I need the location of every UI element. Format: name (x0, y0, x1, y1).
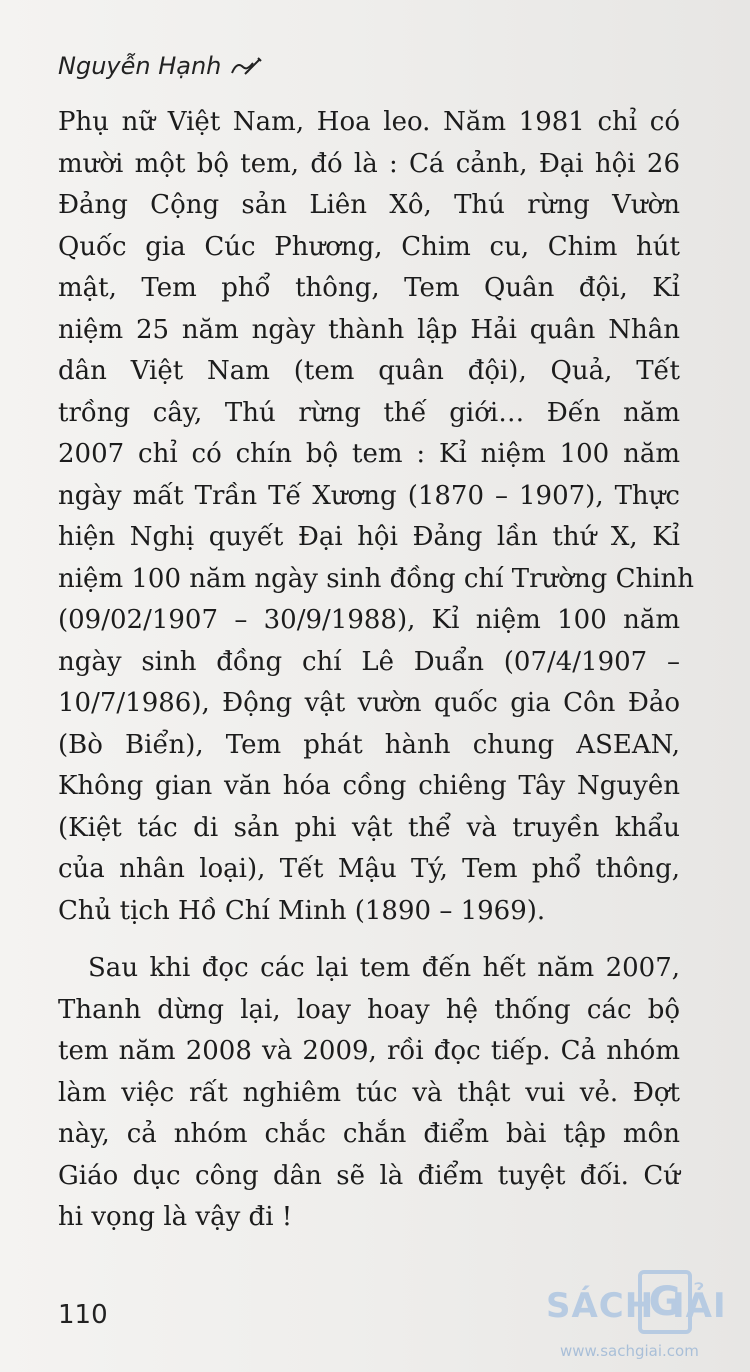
text-line: (09/02/1907 – 30/9/1988), Kỉ niệm 100 năm (58, 605, 680, 635)
text-line: ngày sinh đồng chí Lê Duẩn (07/4/1907 – (58, 646, 680, 677)
text-line: 2007 chỉ có chín bộ tem : Kỉ niệm 100 năm (58, 439, 680, 469)
author-name: Nguyễn Hạnh (58, 52, 222, 80)
text-line: hiện Nghị quyết Đại hội Đảng lần thứ X, Kỉ (58, 522, 680, 552)
paragraph-1 (58, 102, 695, 932)
text-line: niệm 25 năm ngày thành lập Hải quân Nhân (58, 314, 680, 345)
watermark-url: www.sachgiai.com (560, 1342, 699, 1360)
text-line: tem năm 2008 và 2009, rồi đọc tiếp. Cả nhóm (58, 1036, 680, 1066)
text-line: mười một bộ tem, đó là : Cá cảnh, Đại hội 26 (58, 148, 680, 179)
text-line: Phụ nữ Việt Nam, Hoa leo. Năm 1981 chỉ có (58, 107, 680, 137)
text-line: Quốc gia Cúc Phương, Chim cu, Chim hút (58, 231, 680, 262)
page-number: 110 (58, 1300, 108, 1330)
text-line: Giáo dục công dân sẽ là điểm tuyệt đối. Cứ (58, 1160, 680, 1191)
text-line: Sau khi đọc các lại tem đến hết năm 2007, (88, 953, 680, 983)
watermark-logo (538, 1268, 748, 1368)
running-header (58, 52, 263, 80)
text-line: trồng cây, Thú rừng thế giới… Đến năm (58, 397, 680, 428)
text-line: của nhân loại), Tết Mậu Tý, Tem phổ thông, (58, 854, 680, 884)
text-line: hi vọng là vậy đi ! (58, 1202, 293, 1232)
text-line: ngày mất Trần Tế Xương (1870 – 1907), Thực (58, 480, 680, 511)
pen-icon (229, 55, 263, 77)
paragraph-2 (58, 948, 680, 1239)
text-line: làm việc rất nghiêm túc và thật vui vẻ. Đợt (58, 1077, 680, 1108)
text-line: niệm 100 năm ngày sinh đồng chí Trường Chinh (58, 563, 695, 594)
text-line: Thanh dừng lại, loay hoay hệ thống các bộ (58, 994, 680, 1025)
text-line: mật, Tem phổ thông, Tem Quân đội, Kỉ (58, 273, 680, 303)
text-line: Không gian văn hóa cồng chiêng Tây Nguyên (58, 771, 680, 801)
watermark-brand-box: G (638, 1270, 692, 1334)
text-line: Đảng Cộng sản Liên Xô, Thú rừng Vườn (58, 190, 680, 220)
watermark-brand-left: SÁCH (546, 1286, 655, 1326)
watermark-brand-right: IẢI (672, 1286, 727, 1326)
text-line: 10/7/1986), Động vật vườn quốc gia Côn Đảo (58, 688, 680, 718)
text-line: Chủ tịch Hồ Chí Minh (1890 – 1969). (58, 895, 546, 926)
text-line: (Bò Biển), Tem phát hành chung ASEAN, (58, 729, 680, 760)
text-line: này, cả nhóm chắc chắn điểm bài tập môn (58, 1119, 680, 1149)
text-line: dân Việt Nam (tem quân đội), Quả, Tết (58, 356, 680, 386)
text-line: (Kiệt tác di sản phi vật thể và truyền khẩu (58, 812, 680, 843)
